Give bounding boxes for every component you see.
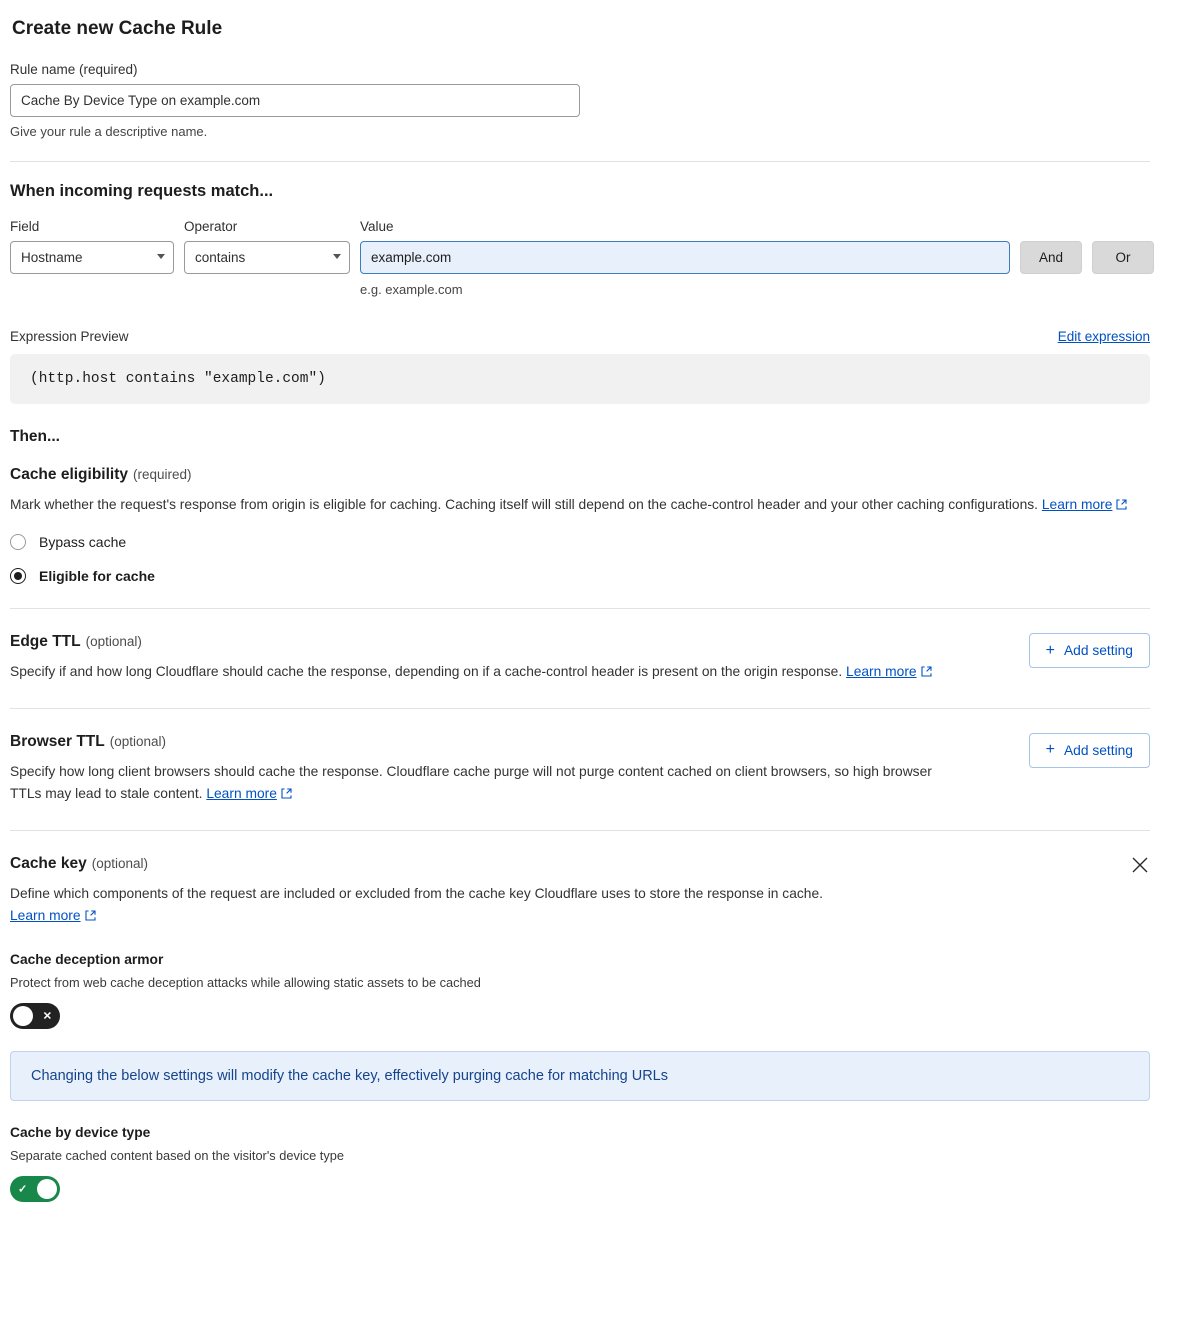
divider-2 xyxy=(10,608,1150,609)
edge-ttl-add-setting-label: Add setting xyxy=(1063,643,1133,659)
radio-row-eligible[interactable] xyxy=(10,568,1150,584)
divider-3 xyxy=(10,708,1150,709)
browser-ttl-tag: (optional) xyxy=(109,733,167,749)
cache-key-title-row xyxy=(10,855,823,873)
cache-eligibility-description xyxy=(10,494,1130,516)
browser-ttl-title: Browser TTL xyxy=(10,732,105,750)
divider-4 xyxy=(10,830,1150,831)
plus-icon: + xyxy=(1045,641,1055,659)
rule-name-help: Give your rule a descriptive name. xyxy=(10,124,208,139)
cache-key-title: Cache key xyxy=(10,854,87,872)
cache-eligibility-tag: (required) xyxy=(133,467,192,482)
operator-select[interactable]: contains xyxy=(184,241,350,274)
divider-1 xyxy=(10,161,1150,162)
then-heading: Then... xyxy=(10,428,60,445)
value-label: Value xyxy=(360,219,394,234)
cache-deception-armor-toggle[interactable] xyxy=(10,1003,60,1029)
match-heading: When incoming requests match... xyxy=(10,182,274,200)
cache-key-section xyxy=(10,855,1150,928)
radio-eligible-for-cache[interactable] xyxy=(10,568,26,584)
edge-ttl-add-setting-button[interactable] xyxy=(1029,633,1150,668)
cache-key-tag: (optional) xyxy=(91,855,148,871)
rule-name-group xyxy=(10,62,1150,139)
chevron-down-icon xyxy=(333,254,341,259)
cache-key-left xyxy=(10,855,823,928)
cache-eligibility-description-text: Mark whether the request's response from origin is eligible for caching. Caching itself will still depend on the cache-control header and your other caching configurations. xyxy=(10,497,1038,512)
browser-ttl-add-setting-label: Add setting xyxy=(1063,742,1133,758)
expression-label: Expression Preview xyxy=(10,329,129,344)
or-column xyxy=(1092,219,1154,274)
operator-label: Operator xyxy=(184,219,238,234)
cache-by-device-type-title: Cache by device type xyxy=(10,1124,151,1140)
and-spacer xyxy=(1020,219,1082,234)
cache-by-device-type-group xyxy=(10,1125,1150,1202)
external-link-icon xyxy=(281,788,292,799)
edge-ttl-title-row xyxy=(10,633,932,651)
browser-ttl-left xyxy=(10,733,950,806)
field-label: Field xyxy=(10,219,40,234)
toggle-off-icon: ✕ xyxy=(42,1010,52,1023)
edge-ttl-left xyxy=(10,633,932,683)
or-button[interactable]: Or xyxy=(1092,241,1154,274)
value-hint: e.g. example.com xyxy=(360,282,463,297)
value-column xyxy=(360,219,1010,297)
cache-key-learn-more-link[interactable]: Learn more xyxy=(10,908,81,924)
cache-by-device-type-description: Separate cached content based on the visitor's device type xyxy=(10,1147,344,1163)
browser-ttl-description xyxy=(10,761,950,806)
operator-column xyxy=(184,219,350,274)
cache-eligibility-learn-more-link[interactable]: Learn more xyxy=(1041,497,1113,512)
and-column xyxy=(1020,219,1082,274)
edge-ttl-title: Edge TTL xyxy=(10,633,81,651)
page-title: Create new Cache Rule xyxy=(12,18,223,39)
browser-ttl-section xyxy=(10,733,1150,806)
toggle-knob xyxy=(37,1179,57,1199)
external-link-icon xyxy=(85,910,96,921)
cache-deception-armor-description: Protect from web cache deception attacks while allowing static assets to be cached xyxy=(10,974,481,990)
edge-ttl-tag: (optional) xyxy=(85,634,142,650)
browser-ttl-add-setting-button[interactable] xyxy=(1029,733,1150,768)
field-column xyxy=(10,219,174,274)
expression-header xyxy=(10,329,1150,344)
edge-ttl-description-text: Specify if and how long Cloudflare should cache the response, depending on if a cache-control header is present on the origin response. xyxy=(10,664,843,680)
radio-eligible-for-cache-label: Eligible for cache xyxy=(39,568,155,585)
external-link-icon xyxy=(921,666,932,677)
value-input[interactable] xyxy=(360,241,1010,274)
cache-by-device-type-toggle[interactable] xyxy=(10,1176,60,1202)
edit-expression-link[interactable]: Edit expression xyxy=(1057,329,1150,344)
radio-bypass-cache[interactable] xyxy=(10,534,26,550)
browser-ttl-description-text: Specify how long client browsers should cache the response. Cloudflare cache purge will not purge content cached on client browsers, so high browser TTLs may lead to stale content. xyxy=(10,763,932,802)
cache-deception-armor-title: Cache deception armor xyxy=(10,951,164,967)
rule-name-label: Rule name (required) xyxy=(10,62,138,77)
radio-bypass-cache-label: Bypass cache xyxy=(39,534,127,551)
toggle-knob xyxy=(13,1006,33,1026)
expression-preview: (http.host contains "example.com") xyxy=(10,354,1150,404)
external-link-icon xyxy=(1116,499,1127,510)
cache-deception-armor-group xyxy=(10,952,1150,1029)
or-spacer xyxy=(1092,219,1154,234)
match-row xyxy=(10,219,1150,297)
cache-eligibility-section xyxy=(10,466,1150,584)
cache-key-description xyxy=(10,883,823,928)
plus-icon: + xyxy=(1045,741,1055,759)
browser-ttl-title-row xyxy=(10,733,950,751)
cache-eligibility-title: Cache eligibility xyxy=(10,466,129,483)
toggle-on-icon: ✓ xyxy=(18,1183,28,1196)
cache-eligibility-title-row xyxy=(10,466,1150,484)
field-select[interactable]: Hostname xyxy=(10,241,174,274)
field-select-wrap[interactable] xyxy=(10,241,174,274)
and-button[interactable]: And xyxy=(1020,241,1082,274)
cache-key-info-banner: Changing the below settings will modify the cache key, effectively purging cache for matching URLs xyxy=(10,1051,1150,1101)
radio-row-bypass[interactable] xyxy=(10,534,1150,550)
chevron-down-icon xyxy=(157,254,165,259)
cache-key-close-icon[interactable] xyxy=(1130,855,1150,875)
edge-ttl-learn-more-link[interactable]: Learn more xyxy=(846,664,917,680)
browser-ttl-learn-more-link[interactable]: Learn more xyxy=(206,786,277,802)
edge-ttl-section xyxy=(10,633,1150,683)
cache-key-description-text: Define which components of the request are included or excluded from the cache key Cloudflare uses to store the response in cache. xyxy=(10,885,823,901)
operator-select-wrap[interactable] xyxy=(184,241,350,274)
rule-name-input[interactable] xyxy=(10,84,580,117)
edge-ttl-description xyxy=(10,661,932,683)
